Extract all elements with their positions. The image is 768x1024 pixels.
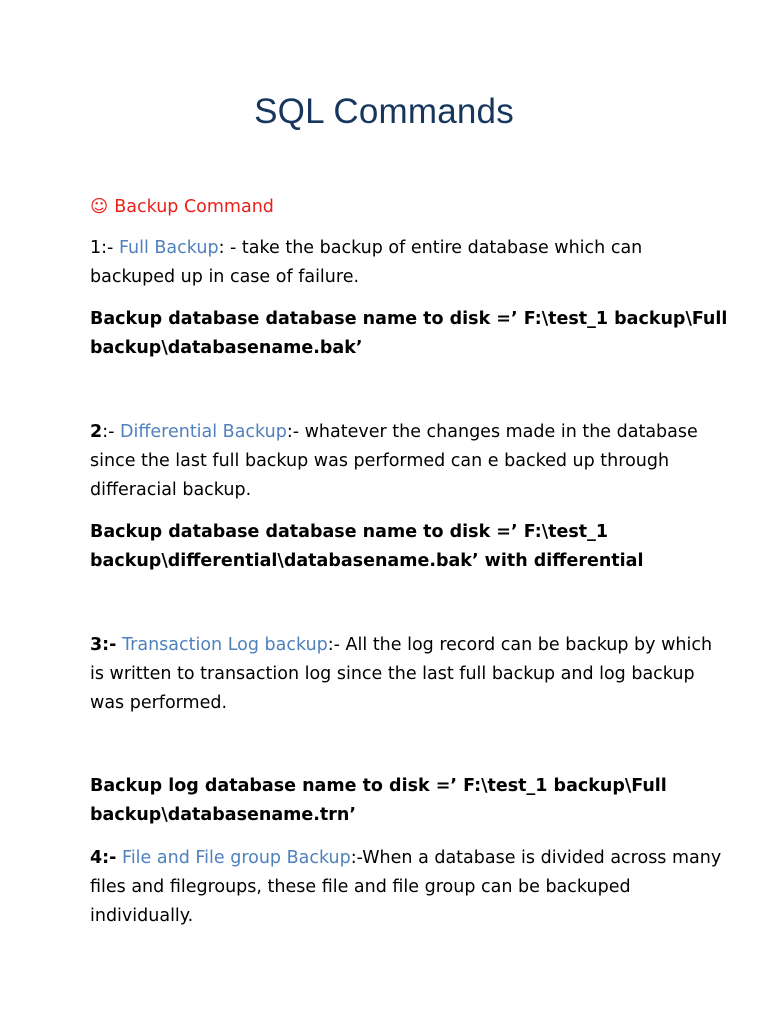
item-1-number: 1:- [90,238,114,258]
item-1-description [90,234,690,292]
item-4-desc-line2: files and filegroups, these file and file group can be backuped [90,877,631,897]
item-4-desc-line1: :-When a database is divided across many [350,848,722,868]
item-2-desc-line2: since the last full backup was performed can e backed up through [90,451,670,471]
item-2-cmd-line1: Backup database database name to disk =’ F:\test_1 [90,522,609,542]
item-3-term: Transaction Log backup [122,635,328,655]
item-2-desc-line1: :- whatever the changes made in the database [286,422,698,442]
item-1-desc-line1: : - take the backup of entire database which can [218,238,643,258]
item-2-description [90,418,698,505]
page-title: SQL Commands [254,92,514,131]
item-1-command [90,305,728,363]
item-4-term: File and File group Backup [122,848,351,868]
item-3-desc-line2: is written to transaction log since the last full backup and log backup [90,664,695,684]
item-3-desc-line3: was performed. [90,693,228,713]
smiley-icon: ☺ [90,197,109,217]
item-4-number: 4:- [90,848,117,868]
item-3-cmd-line2: backup\databasename.trn’ [90,805,356,825]
item-3-cmd-line1: Backup log database name to disk =’ F:\test_1 backup\Full [90,776,667,796]
item-4-description [90,844,722,931]
item-1-term: Full Backup [118,238,219,258]
item-2-command [90,518,690,576]
item-3-description [90,631,713,718]
item-3-desc-line1: :- All the log record can be backup by which [327,635,713,655]
item-3-number: 3:- [90,635,117,655]
item-2-cmd-line2: backup\differential\databasename.bak’ with differential [90,551,644,571]
item-1-cmd-line1: Backup database database name to disk =’ F:\test_1 backup\Full [90,309,728,329]
item-2-desc-line3: differacial backup. [90,480,252,500]
section-heading [90,193,690,222]
item-2-number-suffix: :- [102,422,115,442]
item-1-desc-line2: backuped up in case of failure. [90,267,360,287]
item-4-desc-line3: individually. [90,906,194,926]
item-2-number: 2 [90,422,103,442]
item-1-cmd-line2: backup\databasename.bak’ [90,338,363,358]
item-3-command [90,772,690,830]
section-heading-text: Backup Command [114,197,274,217]
item-2-term: Differential Backup [119,422,287,442]
